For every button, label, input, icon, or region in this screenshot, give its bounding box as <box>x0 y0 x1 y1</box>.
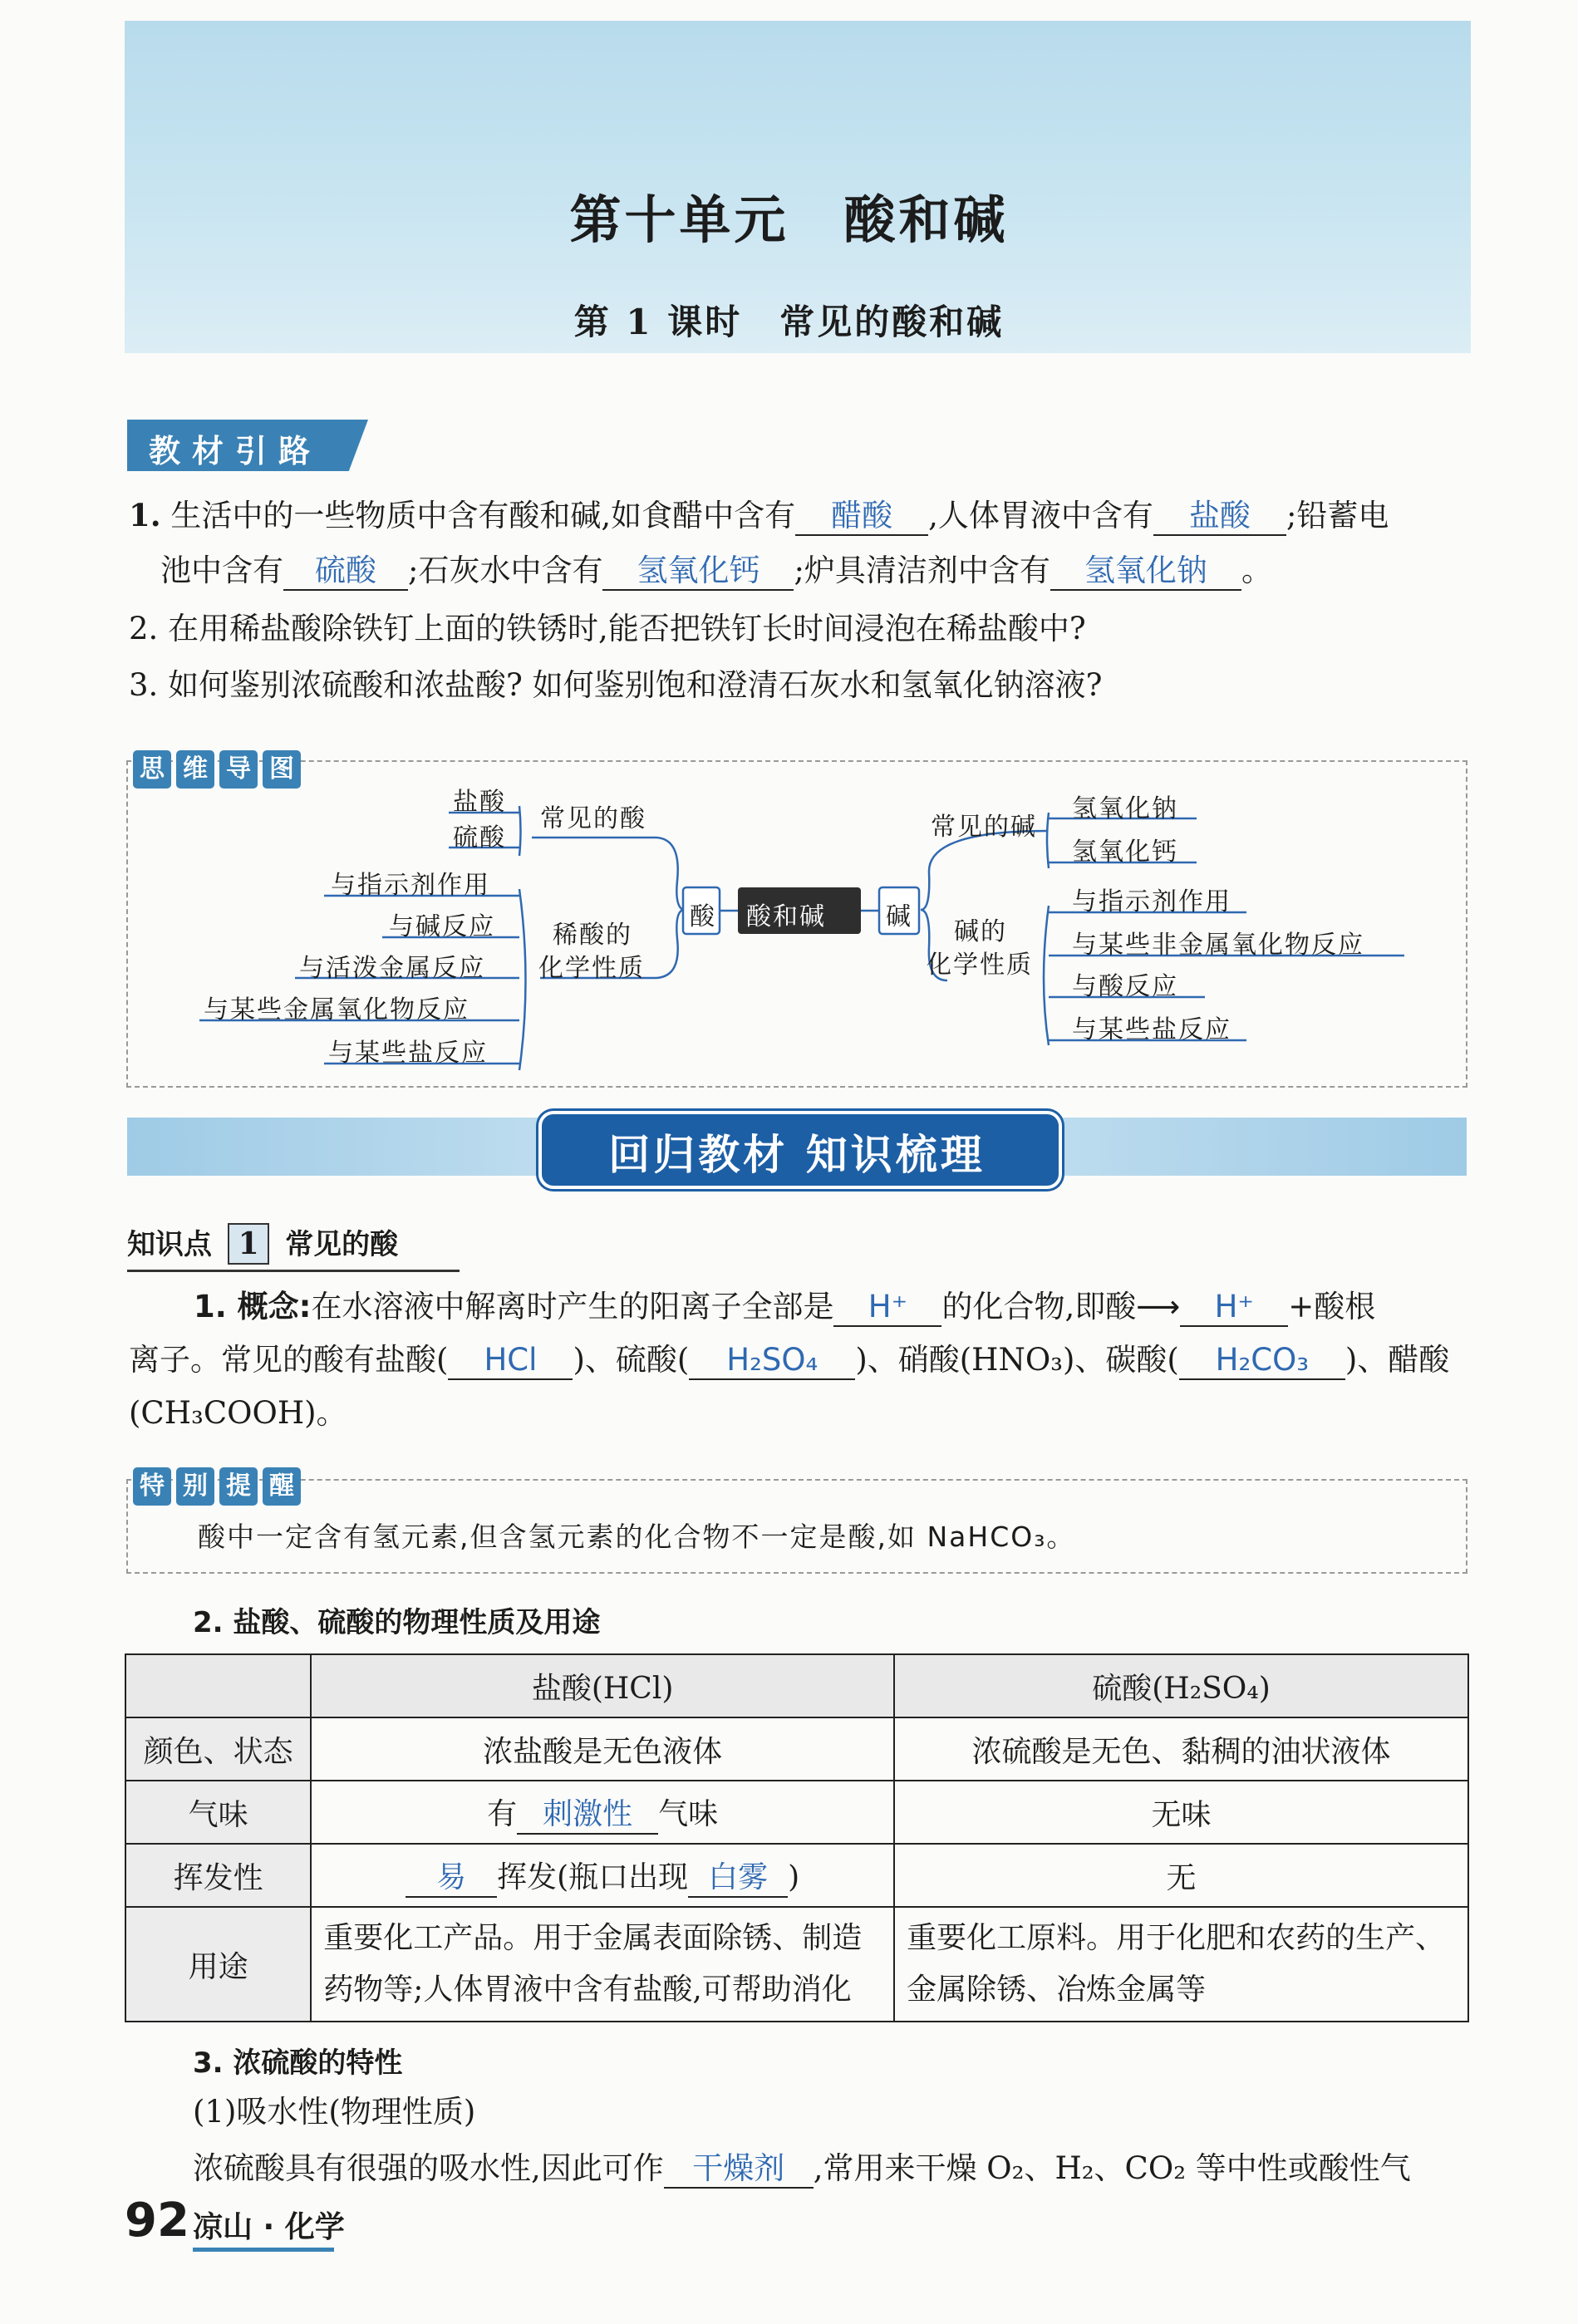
mind-map-item: 硫酸 <box>453 823 506 852</box>
question-1: 1. 生活中的一些物质中含有酸和碱,如食醋中含有 醋酸 ,人体胃液中含有 盐酸 ;铅蓄电 池中含有 硫酸 ;石灰水中含有 氢氧化钙 ;炉具清洁剂中含有 氢氧化钠 。 <box>129 494 1492 592</box>
answer-blank: H⁺ <box>1180 1289 1288 1327</box>
mind-map-label: 化学性质 <box>927 951 1033 980</box>
table-row: 颜色、状态 浓盐酸是无色液体 浓硫酸是无色、黏稠的油状液体 <box>125 1717 1468 1781</box>
page-number: 92 <box>125 2194 189 2248</box>
mind-map-item: 与酸反应 <box>1072 972 1178 1001</box>
section-tag-textbook-guide: 教材引路 <box>127 420 376 471</box>
section-3-title: 3. 浓硫酸的特性 <box>193 2046 403 2080</box>
knowledge-point-number: 1 <box>228 1223 269 1265</box>
mind-map-item: 氢氧化钠 <box>1072 794 1178 823</box>
question-2: 2. 在用稀盐酸除铁钉上面的铁锈时,能否把铁钉长时间浸泡在稀盐酸中? <box>129 611 1086 646</box>
table-row: 挥发性 易 挥发(瓶口出现 白雾 ) 无 <box>125 1844 1468 1907</box>
answer-blank: 醋酸 <box>795 498 928 536</box>
mind-map-base: 碱 <box>886 902 912 931</box>
answer-blank: 白雾 <box>688 1860 788 1898</box>
mind-map-item: 与某些金属氧化物反应 <box>204 995 469 1024</box>
footer-line <box>193 2248 334 2252</box>
knowledge-point-heading: 知识点 1 常见的酸 <box>127 1221 460 1272</box>
table-header-empty <box>125 1654 311 1717</box>
table-header: 硫酸(H₂SO₄) <box>894 1654 1468 1717</box>
mind-map-label: 化学性质 <box>538 954 645 983</box>
answer-blank: 易 <box>406 1860 497 1898</box>
banner-title: 回归教材 知识梳理 <box>608 1131 986 1179</box>
answer-blank: 盐酸 <box>1153 498 1286 536</box>
question-3: 3. 如何鉴别浓硫酸和浓盐酸? 如何鉴别饱和澄清石灰水和氢氧化钠溶液? <box>129 667 1103 703</box>
answer-blank: H₂SO₄ <box>689 1342 855 1380</box>
mind-map-label: 稀酸的 <box>553 921 632 950</box>
answer-blank: 干燥剂 <box>664 2150 814 2189</box>
mind-map-center: 酸和碱 <box>746 902 826 931</box>
section-3-text: 浓硫酸具有很强的吸水性,因此可作 干燥剂 ,常用来干燥 O₂、H₂、CO₂ 等中性或酸性气 <box>193 2148 1489 2189</box>
answer-blank: 氢氧化钠 <box>1050 553 1241 591</box>
table-row: 气味 有 刺激性 气味 无味 <box>125 1781 1468 1844</box>
mind-map-item: 与活泼金属反应 <box>299 954 485 983</box>
mind-map-item: 与某些非金属氧化物反应 <box>1072 931 1364 960</box>
answer-blank: 氢氧化钙 <box>602 553 794 591</box>
mind-map-item: 盐酸 <box>453 788 506 817</box>
table-header: 盐酸(HCl) <box>311 1654 894 1717</box>
mind-map-label: 碱的 <box>954 917 1007 946</box>
mind-map-item: 与指示剂作用 <box>331 871 490 900</box>
mind-map-acid: 酸 <box>690 902 716 931</box>
concept-paragraph: 1. 概念:在水溶液中解离时产生的阳离子全部是 H⁺ 的化合物,即酸⟶ H⁺ +酸根 离子。常见的酸有盐酸( HCl )、硫酸( H₂SO₄ )、硝酸(HNO₃)、碳酸( H₂CO₃ )、醋酸 (CH₃COOH)。 <box>129 1289 1450 1431</box>
mind-map-label: 常见的酸 <box>540 804 646 833</box>
mind-map-item: 氢氧化钙 <box>1072 838 1178 867</box>
table-row: 用途 重要化工产品。用于金属表面除锈、制造药物等;人体胃液中含有盐酸,可帮助消化 重要化工原料。用于化肥和农药的生产、金属除锈、冶炼金属等 <box>125 1907 1468 2022</box>
lesson-title: 第 1 课时 常见的酸和碱 <box>573 302 1005 342</box>
answer-blank: H⁺ <box>833 1289 941 1327</box>
answer-blank: 刺激性 <box>517 1796 658 1835</box>
mind-map-label: 常见的碱 <box>931 813 1037 842</box>
mind-map-item: 与某些盐反应 <box>1072 1015 1231 1044</box>
tip-text: 酸中一定含有氢元素,但含氢元素的化合物不一定是酸,如 NaHCO₃。 <box>198 1521 1076 1553</box>
mind-map-tag: 思 维 导 图 <box>133 750 301 789</box>
answer-blank: 硫酸 <box>283 553 408 591</box>
mind-map-item: 与指示剂作用 <box>1072 887 1231 916</box>
mind-map-item: 与某些盐反应 <box>328 1039 488 1068</box>
book-name: 凉山 · 化学 <box>193 2210 345 2244</box>
section-3-subtitle: (1)吸水性(物理性质) <box>193 2094 476 2130</box>
table-title: 2. 盐酸、硫酸的物理性质及用途 <box>193 1606 601 1639</box>
tip-tag: 特 别 提 醒 <box>133 1467 301 1506</box>
answer-blank: H₂CO₃ <box>1179 1342 1345 1380</box>
mind-map-item: 与碱反应 <box>389 912 495 941</box>
unit-title: 第十单元 酸和碱 <box>569 189 1009 250</box>
properties-table <box>125 1653 1469 2022</box>
answer-blank: HCl <box>448 1342 573 1380</box>
